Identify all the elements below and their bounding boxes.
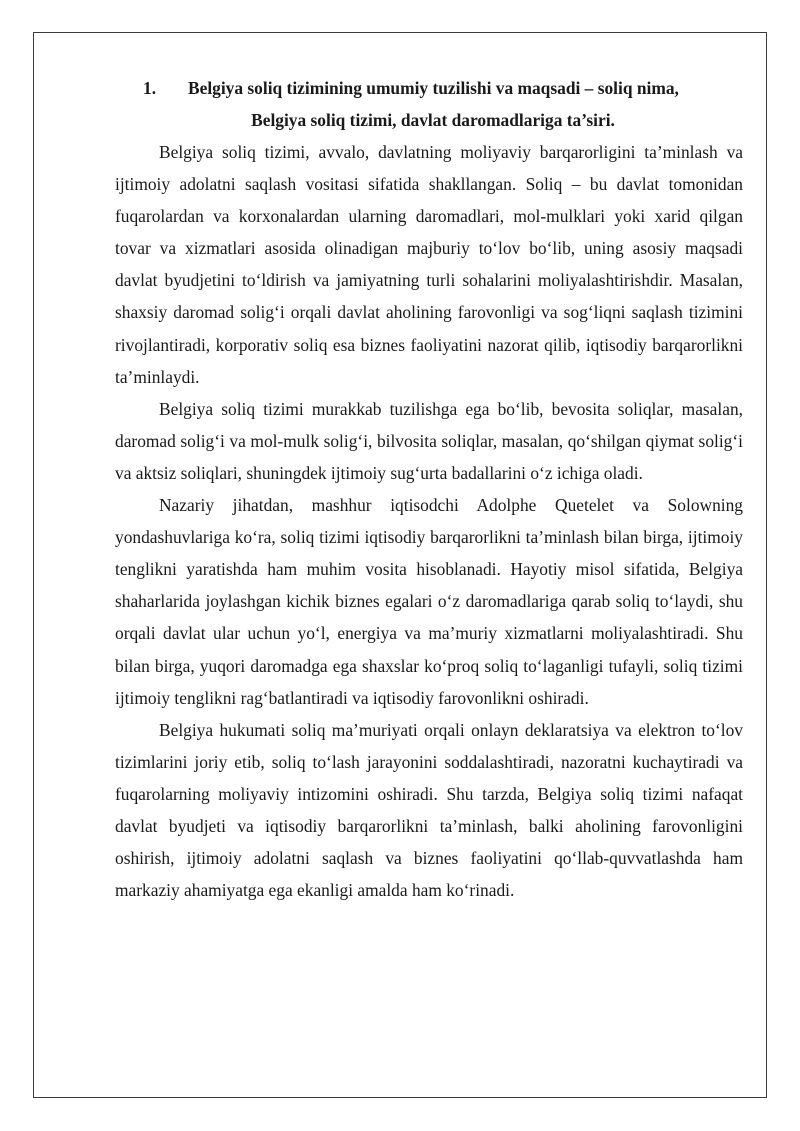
paragraph-4: Belgiya hukumati soliq ma’muriyati orqali onlayn deklaratsiya va elektron to‘lov tizimlarini joriy etib, soliq to‘lash jarayonini soddalashtiradi, nazoratni kuchaytiradi va fuqarolarning moliyaviy intizomini oshiradi. Shu tarzda, Belgiya soliq tizimi nafaqat davlat byudjeti va iqtisodiy barqarorlikni ta’minlash, balki aholining farovonligini oshirish, ijtimoiy adolatni saqlash va biznes faoliyatini qo‘llab-quvvatlashda ham markaziy ahamiyatga ega ekanligi amalda ham ko‘rinadi. <box>115 719 743 901</box>
paragraph-2: Belgiya soliq tizimi murakkab tuzilishga ega bo‘lib, bevosita soliqlar, masalan, daromad solig‘i va mol-mulk solig‘i, bilvosita soliqlar, masalan, qo‘shilgan qiymat solig‘i va aktsiz soliqlari, shuningdek ijtimoiy sug‘urta badallarini o‘z ichiga oladi. <box>115 398 743 483</box>
heading-number: 1. <box>143 78 157 98</box>
document-body <box>115 72 743 906</box>
heading-line-1 <box>115 72 743 104</box>
heading-title-line-1: Belgiya soliq tizimining umumiy tuzilishi va maqsadi – soliq nima, <box>188 78 679 98</box>
section-heading <box>115 72 743 136</box>
paragraph-1: Belgiya soliq tizimi, avvalo, davlatning moliyaviy barqarorligini ta’minlash va ijtimoiy adolatni saqlash vositasi sifatida shakllangan. Soliq – bu davlat tomonidan fuqarolardan va korxonalardan ularning daromadlari, mol-mulklari yoki xarid qilgan tovar va xizmatlari asosida olinadigan majburiy to‘lov bo‘lib, uning asosiy maqsadi davlat byudjetini to‘ldirish va jamiyatning turli sohalarini moliyalashtirishdir. Masalan, shaxsiy daromad solig‘i orqali davlat aholining farovonligi va sog‘liqni saqlash tizimini rivojlantiradi, korporativ soliq esa biznes faoliyatini nazorat qilib, iqtisodiy barqarorlikni ta’minlaydi. <box>115 142 743 387</box>
heading-title-line-2: Belgiya soliq tizimi, davlat daromadlariga ta’siri. <box>251 110 615 130</box>
paragraph-3: Nazariy jihatdan, mashhur iqtisodchi Adolphe Quetelet va Solowning yondashuvlariga ko‘ra, soliq tizimi iqtisodiy barqarorlikni ta’minlash bilan birga, ijtimoiy tenglikni yaratishda ham muhim vosita hisoblanadi. Hayotiy misol sifatida, Belgiya shaharlarida joylashgan kichik biznes egalari o‘z daromadlariga qarab soliq to‘laydi, shu orqali davlat ular uchun yo‘l, energiya va ma’muriy xizmatlarni moliyalashtiradi. Shu bilan birga, yuqori daromadga ega shaxslar ko‘proq soliq to‘laganligi tufayli, soliq tizimi ijtimoiy tenglikni rag‘batlantiradi va iqtisodiy farovonlikni oshiradi. <box>115 495 743 708</box>
